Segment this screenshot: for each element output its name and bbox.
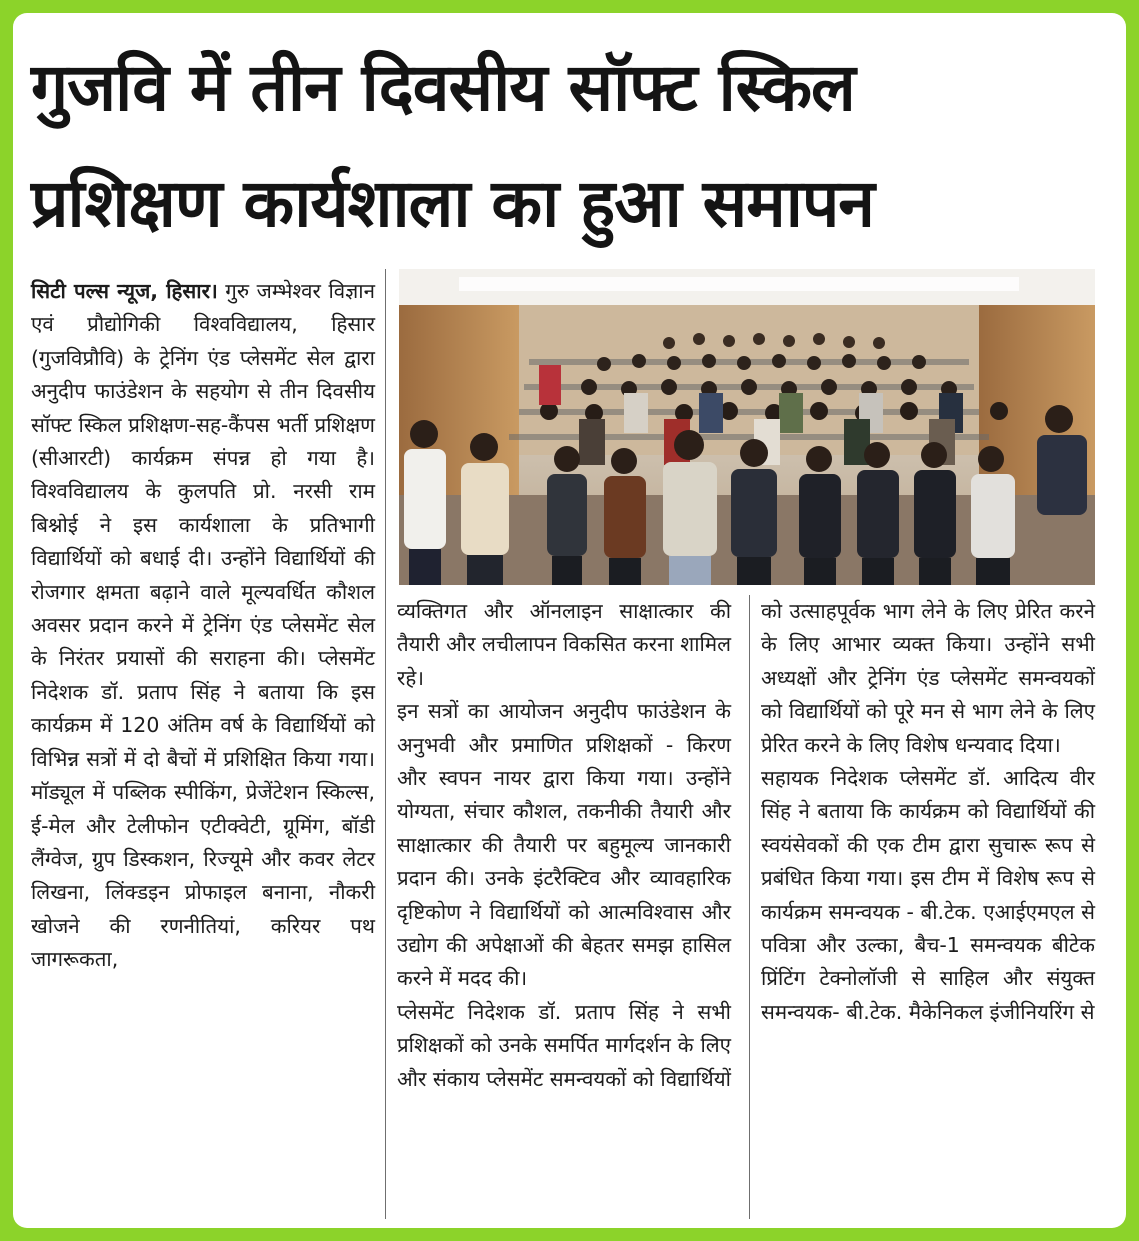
article-paragraph	[31, 275, 375, 977]
article-paragraph: प्लेसमेंट निदेशक डॉ. प्रताप सिंह ने सभी प्रशिक्षकों को उनके समर्पित मार्गदर्शन के लिए और संकाय प्लेसमेंट समन्वयकों को विद्यार्थियों	[397, 999, 731, 1091]
article-paragraph: इन सत्रों का आयोजन अनुदीप फाउंडेशन के अनुभवी और प्रमाणित प्रशिक्षकों - किरण और स्वपन नायर द्वारा किया गया। उन्होंने योग्यता, संचार कौशल, तकनीकी तैयारी और साक्षात्कार की तैयारी पर बहुमूल्य जानकारी प्रदान की। उनके इंटरैक्टिव और व्यावहारिक दृष्टिकोण ने विद्यार्थियों को आत्मविश्वास और उद्योग की अपेक्षाओं की बेहतर समझ हासिल करने में मदद की।	[397, 699, 731, 991]
article-column-3	[761, 595, 1095, 1029]
headline-line-1: गुजवि में तीन दिवसीय सॉफ्ट स्किल	[31, 49, 855, 126]
newspaper-clipping	[13, 13, 1126, 1228]
group-photo	[399, 269, 1095, 585]
dateline: सिटी पल्स न्यूज, हिसार।	[31, 279, 218, 303]
article-paragraph: सहायक निदेशक प्लेसमेंट डॉ. आदित्य वीर सिंह ने बताया कि कार्यक्रम को विद्यार्थियों की स्वयंसेवकों की एक टीम द्वारा सुचारू रूप से प्रबंधित किया गया। इस टीम में विशेष रूप से कार्यक्रम समन्वयक - बी.टेक. एआईएमएल से पवित्रा और उल्का, बैच-1 समन्वयक बीटेक प्रिंटिंग टेक्नोलॉजी से साहिल और संयुक्त समन्वयक- बी.टेक. मैकेनिकल इंजीनियरिंग से	[761, 766, 1095, 1024]
article-paragraph: व्यक्तिगत और ऑनलाइन साक्षात्कार की तैयारी और लचीलापन विकसित करना शामिल रहे।	[397, 599, 731, 690]
article-column-2	[397, 595, 731, 1096]
headline-line-2: प्रशिक्षण कार्यशाला का हुआ समापन	[31, 165, 874, 242]
article-paragraph: को उत्साहपूर्वक भाग लेने के लिए प्रेरित करने के लिए आभार व्यक्त किया। उन्होंने सभी अध्यक्षों और ट्रेनिंग एंड प्लेसमेंट समन्वयकों को विद्यार्थियों को पूरे मन से भाग लेने के लिए प्रेरित करने के लिए विशेष धन्यवाद दिया।	[761, 599, 1095, 757]
column-1-text: गुरु जम्भेश्वर विज्ञान एवं प्रौद्योगिकी विश्वविद्यालय, हिसार (गुजविप्रौवि) के ट्रेनिंग एंड प्लेसमेंट सेल द्वारा अनुदीप फाउंडेशन के सहयोग से तीन दिवसीय सॉफ्ट स्किल प्रशिक्षण-सह-कैंपस भर्ती प्रशिक्षण (सीआरटी) कार्यक्रम संपन्न हो गया है। विश्वविद्यालय के कुलपति प्रो. नरसी राम बिश्नोई ने इस कार्यशाला के प्रतिभागी विद्यार्थियों को बधाई दी। उन्होंने विद्यार्थियों की रोजगार क्षमता बढ़ाने वाले मूल्यवर्धित कौशल अवसर प्रदान करने में ट्रेनिंग एंड प्लेसमेंट सेल के निरंतर प्रयासों की सराहना की। प्लेसमेंट निदेशक डॉ. प्रताप सिंह ने बताया कि इस कार्यक्रम में 120 अंतिम वर्ष के विद्यार्थियों को विभिन्न सत्रों में दो बैचों में प्रशिक्षित किया गया। मॉड्यूल में पब्लिक स्पीकिंग, प्रेजेंटेशन स्किल्स, ई-मेल और टेलीफोन एटीक्वेटी, ग्रूमिंग, बॉडी लैंग्वेज, ग्रुप डिस्कशन, रिज्यूमे और कवर लेटर लिखना, लिंक्डइन प्रोफाइल बनाना, नौकरी खोजने की रणनीतियां, करियर पथ जागरूकता,	[31, 279, 376, 972]
column-divider	[749, 595, 750, 1219]
column-divider	[385, 269, 386, 1219]
article-column-1	[31, 275, 375, 977]
